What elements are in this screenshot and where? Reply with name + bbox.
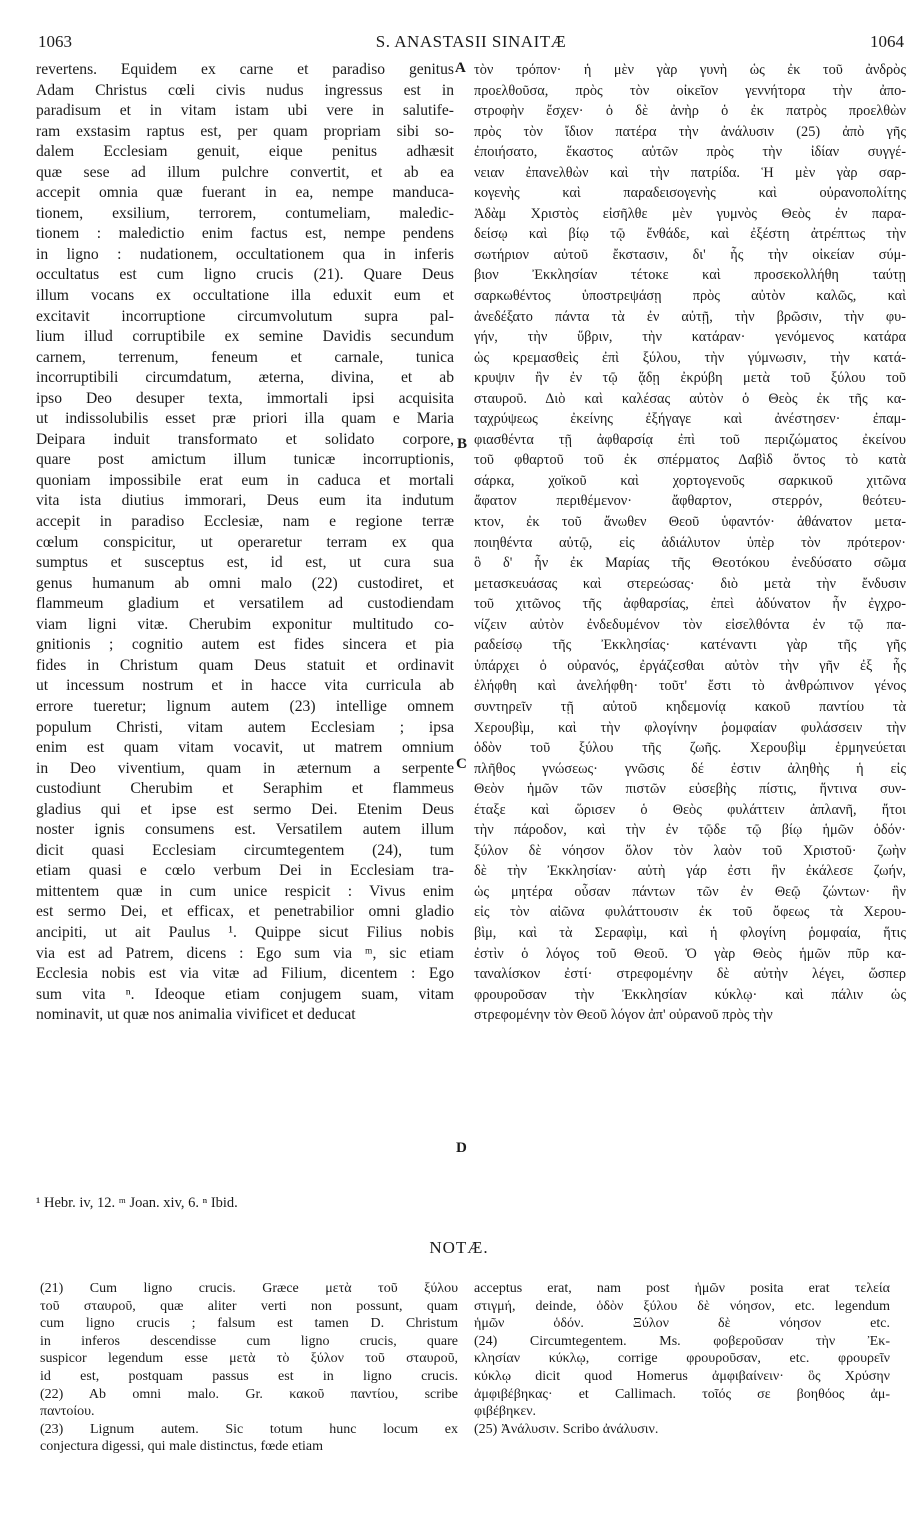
latin-text-line: ancipiti, ut ait Paulus ¹. Quippe sicut Filius nobis [36, 923, 454, 941]
latin-text-line: paradisum et in vitam istam ubi vere in salutife- [36, 102, 454, 120]
greek-text-line: τοῦ φθαρτοῦ τοῦ ἐκ σπέρματος Δαβὶδ ὄντος τὸ κατὰ [474, 452, 906, 469]
greek-text-line: φρουροῦσαν τὴν Ἐκκλησίαν κύκλῳ· καὶ πάλιν ὡς [474, 986, 906, 1003]
latin-text-line: etiam quasi e cœlo verbum Dei in Ecclesiam tra- [36, 862, 454, 880]
greek-text-line: συντηρεῖν τῇ αὐτοῦ κηδεμονίᾳ κακοῦ παντίου τὰ [474, 698, 906, 715]
latin-text-line: incorruptibili circumdatum, æterna, divina, et ab [36, 369, 454, 387]
note-line: παντοίου. [40, 1404, 95, 1420]
greek-text-line: στρεφομένην τὸν Θεοῦ λόγον ἀπ' οὐρανοῦ πρὸς τὴν [474, 1007, 773, 1024]
greek-text-line: ἀνεδέξατο πάντα τὰ ἐν αὐτῇ, τὴν βρῶσιν, τὴν φυ- [474, 308, 906, 325]
latin-text-line: ut incessum nostrum et in hacce vita curricula ab [36, 677, 454, 695]
notes-heading: NOTÆ. [429, 1238, 489, 1257]
note-line: κύκλῳ dicit quod Homerus ἀμφιβαίνειν· ὃς Χρύσην [474, 1368, 890, 1384]
greek-text-line: πρὸς τὸν ἴδιον πατέρα τὴν ἀνάλυσιν (25) ἀπὸ γῆς [474, 123, 906, 140]
greek-text-line: ἐστὶν ὁ λόγος τοῦ Θεοῦ. Ὁ γὰρ Θεὸς ἡμῶν πῦρ κα- [474, 945, 906, 962]
greek-text-line: ὡς μητέρα οὖσαν πάντων τῶν ἐν Θεῷ ζώντων· ἣν [474, 883, 906, 900]
latin-text-line: carnem, terrenum, feneum et carnale, tunica [36, 348, 454, 366]
latin-text-line: ipso Deo desuper texta, immortali ipsi acquisita [36, 389, 454, 407]
greek-text-line: σάρκα, χοϊκοῦ καὶ χορτογενοῦς σαρκικοῦ χιτῶνα [474, 472, 906, 489]
greek-text-line: ραδείσῳ τῆς Ἐκκλησίας· κατέναντι γὰρ τῆς γῆς [474, 637, 906, 654]
greek-text-line: ὃ δ' ἦν ἐκ Μαρίας τῆς Θεοτόκου ἐνεδύσατο σῶμα [474, 555, 906, 572]
margin-marker-c: C [456, 756, 467, 772]
page-number-right: 1064 [870, 32, 904, 51]
latin-text-line: lium illud corruptibile ex semine Davidis secundum [36, 328, 454, 346]
latin-text-line: occultatus est cum ligno crucis (21). Quare Deus [36, 266, 454, 284]
latin-text-line: flammeum gladium et versatilem ad custodiendam [36, 595, 454, 613]
latin-column [36, 60, 454, 1026]
greek-text-line: σωτήριον αὐτοῦ ἔκστασιν, δι' ἧς τὴν οἰκείαν σύμ- [474, 246, 906, 263]
latin-text-line: ut indissolubilis esset præ priori illa quam e Maria [36, 410, 454, 428]
greek-text-line: ταχρύψεως ἐκείνης ἐξήγαγε καὶ ἀνέστησεν· ἐπαμ- [474, 411, 906, 428]
note-line: τοῦ σταυροῦ, quæ aliter verti non possunt, quam [40, 1298, 458, 1314]
notes-left-column [40, 1280, 458, 1456]
greek-text-line: Χερουβὶμ, καὶ τὴν φλογίνην ῥομφαίαν φυλάσσειν τὴν [474, 719, 906, 736]
latin-text-line: accepit in paradiso Ecclesiæ, nam e regione terræ [36, 513, 454, 531]
note-line: φιβέβηκεν. [474, 1404, 537, 1420]
greek-text-line: νειαν ἐπανελθὼν καὶ τὴν πατρίδα. Ἡ μὲν γὰρ σαρ- [474, 164, 906, 181]
latin-text-line: revertens. Equidem ex carne et paradiso genitus [36, 61, 454, 78]
latin-text-line: genus humanum ab omni malo (22) custodiret, et [36, 574, 454, 592]
latin-text-line: accepit omnia quæ fuerant in ea, nempe manduca- [36, 184, 454, 202]
greek-text-line: ὡς κρεμασθεὶς ἐπὶ ξύλου, τὴν γύμνωσιν, τὴν κατά- [474, 349, 906, 366]
greek-text-line: βὶμ, καὶ τὰ Σεραφὶμ, καὶ ἡ φλογίνη ῥομφαία, ἥτις [474, 924, 906, 941]
note-line: conjectura digessi, qui male distinctus, fœde etiam [40, 1439, 324, 1455]
note-line: (25) Ἀνάλυσιν. Scribo ἀνάλυσιν. [474, 1421, 659, 1437]
greek-text-line: τὸν τρόπον· ἡ μὲν γὰρ γυνὴ ὡς ἐκ τοῦ ἀνδρὸς [474, 62, 906, 78]
latin-text-line: dicit quasi Ecclesiam circumtegentem (24), tum [36, 841, 454, 859]
greek-text-line: σαρκωθέντος ὑποστρεψάσῃ πρὸς αὐτὸν καλῶς, καὶ [474, 288, 906, 305]
latin-text-line: tionem : maledictio enim factus est, nempe pendens [36, 225, 454, 243]
greek-text-line: πλῆθος γνώσεως· γνῶσις δέ ἐστιν ἀληθὴς ἡ εἰς [474, 760, 906, 777]
greek-text-line: ταναλίσκον ἐστί· στρεφομένην δὲ αὐτὴν λέγει, ὥσπερ [474, 966, 906, 983]
greek-text-line: ποιηθέντα αὐτῷ, εἰς ἀδιάλυτον ὑπὲρ τὸν πρότερον· [474, 534, 906, 551]
latin-text-line: ram exstasim raptus est, per quam propriam sibi so- [36, 122, 454, 140]
note-line: ἡμῶν ὁδόν. Ξύλον δὲ νόησον etc. [474, 1316, 890, 1332]
latin-text-line: sumptus et susceptus est, id est, ut cura sua [36, 554, 454, 572]
running-header [38, 32, 904, 58]
latin-text-line: custodiunt Cherubim et Seraphim et flammeus [36, 780, 454, 798]
latin-text-line: tionem, exsilium, terrorem, contumeliam, maledic- [36, 204, 454, 222]
note-line: cum ligno crucis ; falsum est tamen D. Christum [40, 1316, 458, 1332]
footnotes: ¹ Hebr. iv, 12. ᵐ Joan. xiv, 6. ⁿ Ibid. [36, 1195, 238, 1211]
note-line: ἀμφιβέβηκας· et Callimach. τοῖός σε βοηθόος ἀμ- [474, 1386, 890, 1402]
latin-text-line: nominavit, ut quæ nos animalia vivificet et deducat [36, 1006, 356, 1024]
greek-text-line: δὲ τὴν Ἐκκλησίαν· αὐτὴ γάρ ἐστι ἣν ἐκάλεσε ζωήν, [474, 863, 906, 880]
note-line: acceptus erat, nam post ἡμῶν posita erat τελεία [474, 1281, 890, 1296]
latin-text-line: viam ligni vitæ. Cherubim exponitur multitudo co- [36, 615, 454, 633]
latin-text-line: Ecclesia nobis est via vitæ ad Filium, dicentem : Ego [36, 965, 454, 983]
greek-text-line: κρυψιν ἣν ἐν τῷ ᾅδῃ ἐκρύβη μετὰ τοῦ ξύλου τοῦ [474, 370, 906, 387]
greek-text-line: ἄφατον περιθέμενον· ἄφθαρτον, στερρόν, θεότευ- [474, 493, 906, 510]
latin-text-line: dalem Ecclesiam genuit, eique penitus adhæsit [36, 143, 454, 161]
greek-text-line: μετασκευάσας καὶ στερεώσας· διὸ μετὰ τὴν ἔνδυσιν [474, 575, 906, 592]
greek-text-line: σταυροῦ. Διὸ καὶ καλέσας αὐτὸν ὁ Θεὸς ἐκ τῆς κα- [474, 390, 906, 407]
latin-text-line: quoniam impossibile erat eum in caduca et mortali [36, 471, 454, 489]
greek-text-line: γήν, τὴν ὕβριν, τὴν κατάραν· γενόμενος κατάρα [474, 329, 906, 346]
latin-text-line: noster ignis consumens est. Versatilem autem illum [36, 821, 454, 839]
note-line: suspicor legendum esse μετὰ τὸ ξύλον τοῦ σταυροῦ, [40, 1351, 458, 1367]
latin-text-line: in ligno : nudationem, occultationem qua in inferis [36, 245, 454, 263]
margin-marker-b: B [457, 436, 468, 452]
latin-text-line: quare post amictum illum tunicæ incorruptionis, [36, 451, 454, 469]
notes-right-column [474, 1280, 890, 1438]
greek-text-line: κογενὴς καὶ παραδεισογενὴς καὶ οὐρανοπολίτης [474, 185, 906, 202]
latin-text-line: est sermo Dei, et efficax, et penetrabilior omni gladio [36, 903, 454, 921]
latin-text-line: quæ sese ad illum pulchre convertit, et ab ea [36, 163, 454, 181]
greek-text-line: φιασθέντα τῇ ἀφθαρσίᾳ ἐπὶ τοῦ περιζώματος ἐκείνου [474, 431, 906, 448]
latin-text-line: sum vita ⁿ. Ideoque etiam conjugem suam, vitam [36, 985, 454, 1003]
latin-text-line: illum vocans ex occultatione illa eduxit eum et [36, 287, 454, 305]
greek-text-line: κτον, ἐκ τοῦ ἄνωθεν Θεοῦ ὑφαντόν· ἀθάνατον μετα- [474, 514, 906, 531]
greek-text-line: τὴν πάροδον, καὶ τὴν ἐν τῷδε τῷ βίῳ ἡμῶν ὁδόν· [474, 822, 906, 839]
greek-text-line: νίζειν αὐτὸν ἐνδεδυμένον τὸν εἰσελθόντα ἐν τῷ πα- [474, 616, 906, 633]
margin-marker-d: D [456, 1140, 467, 1156]
note-line: id est, postquam passus est in ligno crucis. [40, 1368, 458, 1384]
note-line: (22) Ab omni malo. Gr. κακοῦ παντίου, scribe [40, 1386, 458, 1402]
greek-text-line: ἐποιήσατο, ἕκαστος αὐτῶν πρὸς τὴν ἰδίαν συγγέ- [474, 144, 906, 161]
note-line: in inferos descendisse cum ligno crucis, quare [40, 1333, 458, 1349]
greek-text-line: Θεὸν ἡμῶν τῶν πιστῶν εὐσεβὴς πίστις, ἥντινα συν- [474, 781, 906, 798]
greek-text-line: ὁδὸν τοῦ ξύλου τῆς ζωῆς. Χερουβὶμ ἑρμηνεύεται [474, 740, 906, 757]
note-line: στιγμή, deinde, ὁδὸν ξύλου δὲ νόησον, etc. legendum [474, 1298, 890, 1314]
page-number-left: 1063 [38, 32, 72, 51]
latin-text-line: vita ista diutius immorari, Deus eum ita indutum [36, 492, 454, 510]
running-title: S. ANASTASII SINAITÆ [375, 32, 567, 51]
latin-text-line: gnitionis ; cognitio autem est fides sincera et pia [36, 636, 454, 654]
greek-text-line: στροφὴν ἔσχεν· ὁ δὲ ἀνὴρ ὁ ἐκ πατρὸς προελθὼν [474, 103, 906, 120]
greek-text-line: εἰς τὸν αἰῶνα φυλάττουσιν ἐκ τοῦ ὄφεως τὰ Χερου- [474, 904, 906, 921]
latin-text-line: fides in Christum quam Deus statuit et ordinavit [36, 656, 454, 674]
greek-text-line: προελθοῦσα, πρὸς τὸν οἰκεῖον γεννήτορα τὴν ἀπο- [474, 82, 906, 99]
latin-text-line: gladius qui et ipse est sermo Dei. Etenim Deus [36, 800, 454, 818]
note-line: (21) Cum ligno crucis. Græce μετὰ τοῦ ξύλου [40, 1281, 458, 1296]
latin-text-line: populum Christi, vitam autem Ecclesiam ; ipsa [36, 718, 454, 736]
note-line: (23) Lignum autem. Sic totum hunc locum ex [40, 1421, 458, 1437]
greek-text-line: Ἀδὰμ Χριστὸς εἰσῆλθε μὲν γυμνὸς Θεὸς ἐν παρα- [474, 205, 906, 222]
note-line: κλησίαν κύκλῳ, corrige φρουροῦσαν, etc. φρουρεῖν [474, 1351, 890, 1367]
greek-text-line: ὑπάρχει ὁ οὐρανός, ἐργάζεσθαι αὐτὸν τὴν γῆν ἐξ ἧς [474, 657, 906, 674]
latin-text-line: via est ad Patrem, dicens : Ego sum via ᵐ, sic etiam [36, 944, 454, 962]
latin-text-line: Adam Christus cœli civis nudus ingressus est in [36, 81, 454, 99]
margin-marker-a: A [455, 60, 466, 76]
greek-text-line: δείσῳ καὶ βίῳ τῷ ἔνθάδε, καὶ ἐξέστη ἀτρέπτως τὴν [474, 226, 906, 243]
latin-text-line: Deipara induit transformato et solidato corpore, [36, 430, 454, 448]
latin-text-line: mittentem quæ in cum unice respicit : Vivus enim [36, 882, 454, 900]
greek-text-line: ἐλήφθη καὶ ἀνελήφθη· τοῦτ' ἔστι τὸ ἀνθρώπινον γένος [474, 678, 906, 695]
note-line: (24) Circumtegentem. Ms. φοβεροῦσαν τὴν Ἐκ- [474, 1333, 890, 1349]
latin-text-line: in Deo viventium, quam in æternum a serpente [36, 759, 454, 777]
greek-text-line: ξύλον δὲ νόησον ὅλον τὸν λαὸν τοῦ Χριστοῦ· ζωὴν [474, 842, 906, 859]
greek-text-line: έταξε καὶ ὥρισεν ὁ Θεὸς φυλάττειν ἀπλανῆ, ἤτοι [474, 801, 906, 818]
greek-column [474, 60, 906, 1026]
latin-text-line: cœlum conspicitur, ut operaretur terram ex qua [36, 533, 454, 551]
latin-text-line: enim est quam vitam vocavit, ut matrem omnium [36, 739, 454, 757]
latin-text-line: excitavit incorruptione circumvolutum supra pal- [36, 307, 454, 325]
greek-text-line: βιον Ἐκκλησίαν τέτοκε καὶ προσεκολλήθη ταύτῃ [474, 267, 906, 284]
latin-text-line: errore tueretur; lignum autem (23) intellige omnem [36, 697, 454, 715]
greek-text-line: τοῦ χιτῶνος τῆς ἀφθαρσίας, ἐπεὶ ἀδύνατον ἦν ἐγχρο- [474, 596, 906, 613]
